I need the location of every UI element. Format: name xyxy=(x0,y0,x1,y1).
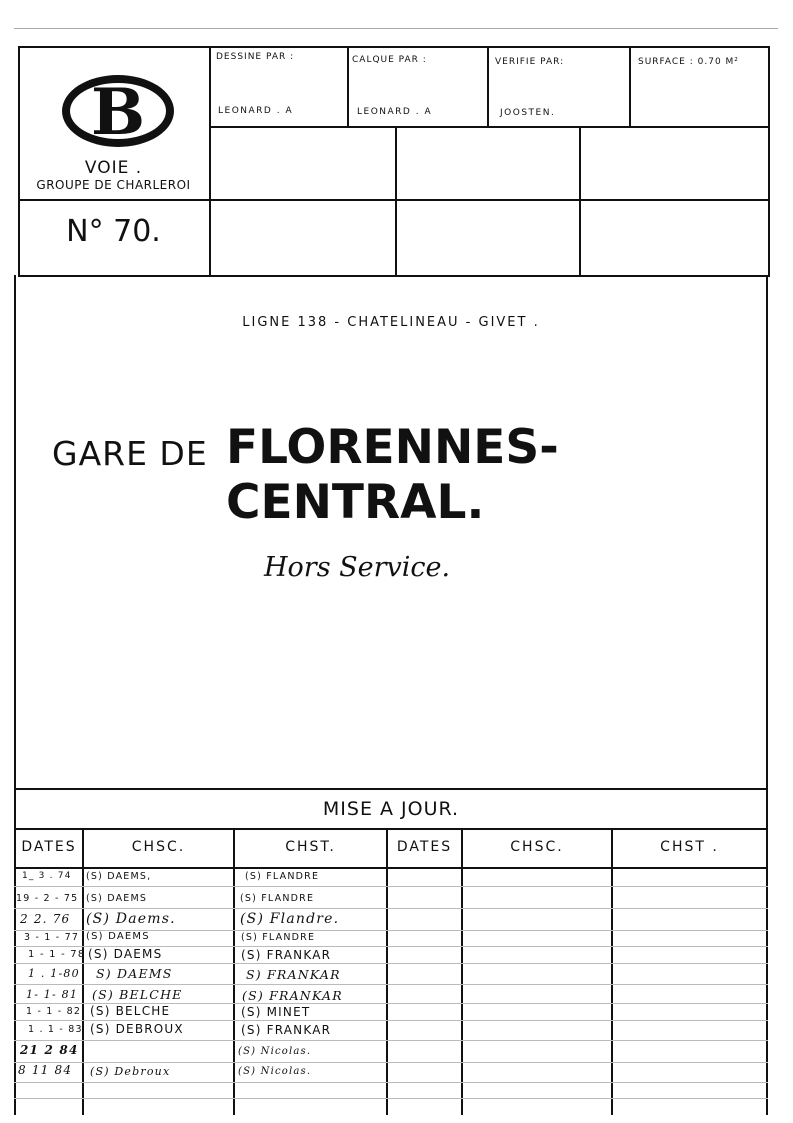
dessine-value: LEONARD . A xyxy=(218,106,294,116)
row-3-date: 2 2. 76 xyxy=(20,912,71,926)
row-3-chsc: (S) Daems. xyxy=(86,911,176,927)
row-3-chst: (S) Flandre. xyxy=(240,911,340,927)
row-9-chst: (S) FRANKAR xyxy=(241,1023,332,1037)
row-4-date: 3 - 1 - 77 xyxy=(24,932,80,943)
verifie-value: JOOSTEN. xyxy=(500,108,556,118)
logo-letter: B xyxy=(90,75,146,150)
org-line1: VOIE . xyxy=(84,158,143,178)
row-2-chst: (S) FLANDRE xyxy=(240,893,315,904)
row-1-date: 1_ 3 . 74 xyxy=(22,871,72,881)
update-title: MISE A JOUR. xyxy=(322,798,460,820)
dessine-label: DESSINE PAR : xyxy=(216,52,295,62)
header-chsc-2: CHSC. xyxy=(510,839,564,855)
row-11-chst: (S) Nicolas. xyxy=(238,1066,312,1077)
header-dates-2: DATES xyxy=(396,839,453,855)
org-line2: GROUPE DE CHARLEROI xyxy=(36,178,191,192)
header-chst-2: CHST . xyxy=(660,839,719,855)
row-11-chsc: (S) Debroux xyxy=(90,1065,171,1078)
gare-name: FLORENNES-CENTRAL. xyxy=(226,420,559,530)
row-7-chsc: (S) BELCHE xyxy=(92,987,183,1002)
row-1-chsc: (S) DAEMS, xyxy=(86,871,152,882)
row-10-date: 21 2 84 xyxy=(20,1043,79,1057)
row-11-date: 8 11 84 xyxy=(18,1063,73,1077)
row-5-date: 1 - 1 - 78 xyxy=(28,949,86,960)
status-note: Hors Service. xyxy=(264,552,451,583)
row-7-date: 1- 1- 81 xyxy=(26,988,79,1001)
row-1-chst: (S) FLANDRE xyxy=(245,871,320,882)
header-chst-1: CHST. xyxy=(285,839,336,855)
row-2-chsc: (S) DAEMS xyxy=(86,893,148,904)
line-title: LIGNE 138 - CHATELINEAU - GIVET . xyxy=(242,315,540,330)
surface-label: SURFACE : 0.70 M² xyxy=(638,57,739,67)
gare-prefix: GARE DE xyxy=(52,434,208,473)
calque-value: LEONARD . A xyxy=(357,107,433,117)
row-6-chst: S) FRANKAR xyxy=(246,967,341,982)
row-6-date: 1 . 1-80 xyxy=(28,967,80,980)
row-8-date: 1 - 1 - 82 xyxy=(26,1006,82,1017)
row-10-chst: (S) Nicolas. xyxy=(238,1046,312,1057)
row-7-chst: (S) FRANKAR xyxy=(242,988,343,1003)
plan-number: N° 70. xyxy=(66,214,161,249)
row-8-chsc: (S) BELCHE xyxy=(90,1004,171,1018)
header-chsc-1: CHSC. xyxy=(131,839,186,855)
row-6-chsc: S) DAEMS xyxy=(96,966,173,981)
row-4-chsc: (S) DAEMS xyxy=(86,931,150,942)
row-5-chst: (S) FRANKAR xyxy=(241,948,332,962)
row-8-chst: (S) MINET xyxy=(241,1005,311,1019)
row-2-date: 19 - 2 - 75 xyxy=(16,893,79,904)
row-4-chst: (S) FLANDRE xyxy=(241,932,316,943)
row-9-date: 1 . 1 - 83 xyxy=(28,1024,83,1035)
row-5-chsc: (S) DAEMS xyxy=(88,947,163,961)
header-dates-1: DATES xyxy=(21,839,77,855)
row-9-chsc: (S) DEBROUX xyxy=(90,1022,184,1036)
verifie-label: VERIFIE PAR: xyxy=(495,57,565,67)
sncb-logo xyxy=(62,75,174,150)
calque-label: CALQUE PAR : xyxy=(352,55,427,65)
